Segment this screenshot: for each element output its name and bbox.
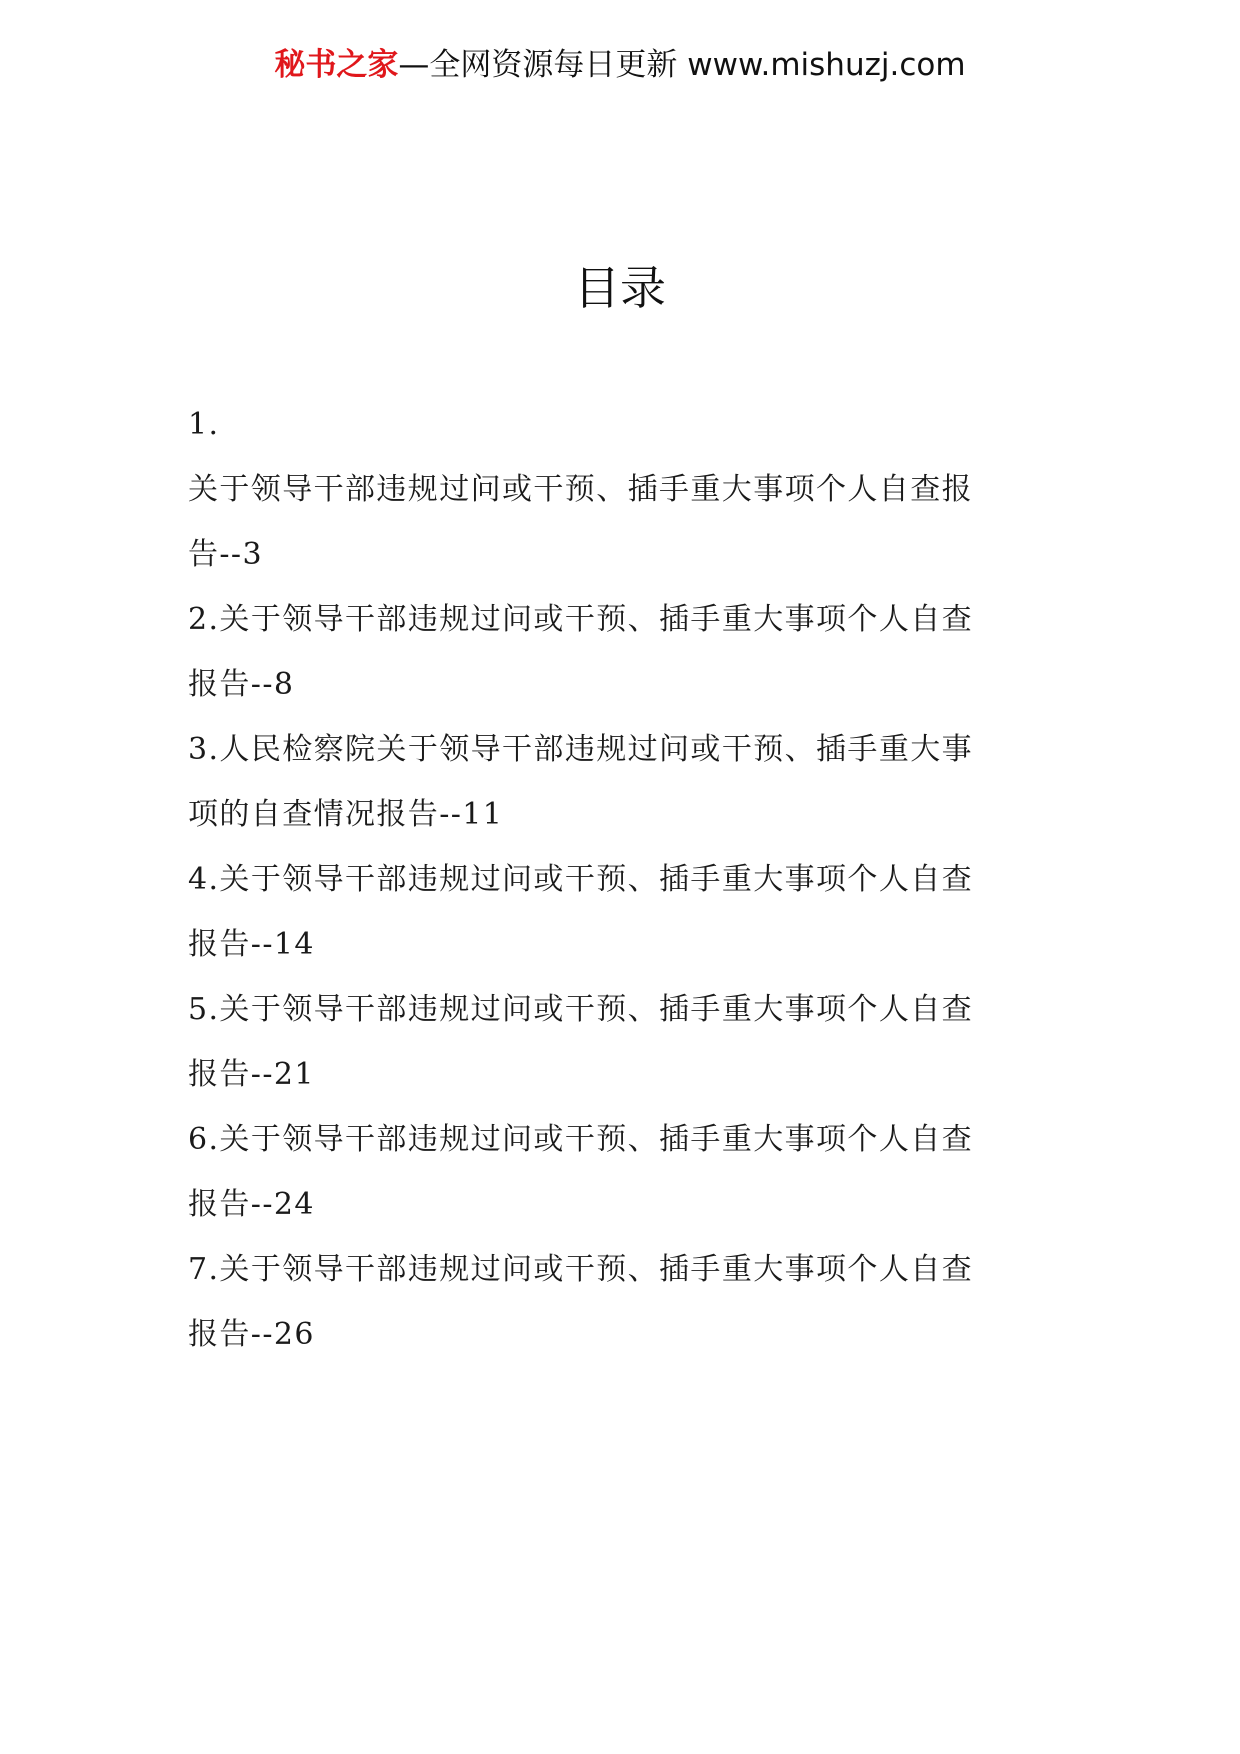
toc-line: 3.人民检察院关于领导干部违规过问或干预、插手重大事 <box>188 732 974 767</box>
toc-line: 2.关于领导干部违规过问或干预、插手重大事项个人自查 <box>188 602 974 637</box>
header-brand: 秘书之家 <box>274 47 399 83</box>
toc-line: 1. <box>188 407 220 442</box>
toc-line: 项的自查情况报告--11 <box>188 797 504 832</box>
toc-line: 告--3 <box>188 537 263 572</box>
page-header <box>0 44 1240 86</box>
toc-line: 关于领导干部违规过问或干预、插手重大事项个人自查报 <box>188 472 973 507</box>
toc-line: 4.关于领导干部违规过问或干预、插手重大事项个人自查 <box>188 862 974 897</box>
toc-line: 报告--26 <box>188 1317 315 1352</box>
page-title: 目录 <box>574 261 666 315</box>
toc-line: 报告--24 <box>188 1187 315 1222</box>
toc-line: 6.关于领导干部违规过问或干预、插手重大事项个人自查 <box>188 1122 974 1157</box>
header-tagline: —全网资源每日更新 www.mishuzj.com <box>398 47 966 83</box>
toc-line: 5.关于领导干部违规过问或干预、插手重大事项个人自查 <box>188 992 974 1027</box>
toc-line: 报告--21 <box>188 1057 315 1092</box>
table-of-contents <box>188 400 1058 1375</box>
toc-line: 报告--14 <box>188 927 315 962</box>
toc-line: 7.关于领导干部违规过问或干预、插手重大事项个人自查 <box>188 1252 974 1287</box>
toc-line: 报告--8 <box>188 667 295 702</box>
